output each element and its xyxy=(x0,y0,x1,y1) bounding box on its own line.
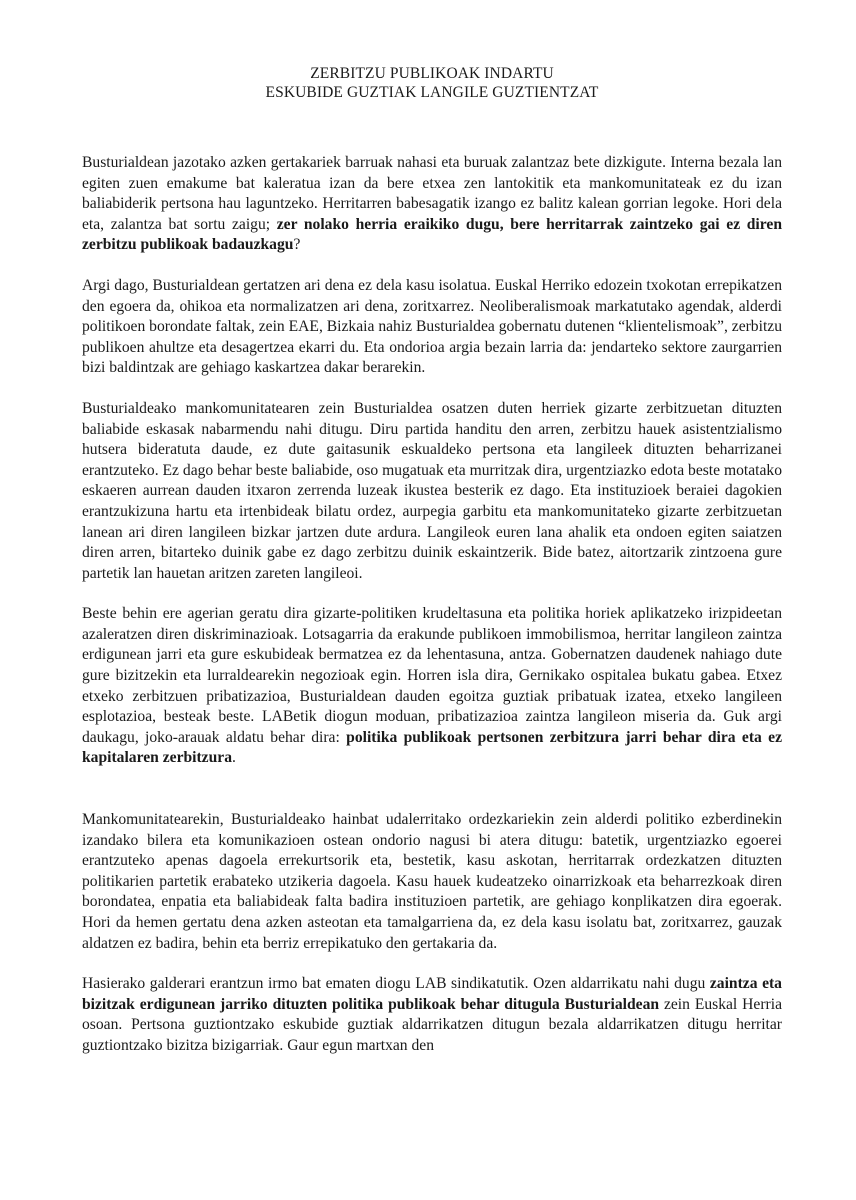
paragraph-3 xyxy=(82,399,782,584)
paragraph-3-text: Busturialdeako mankomunitatearen zein Busturialdea osatzen duten herriek gizarte zerbitzuetan dituzten baliabide eskasak nabarmendu nahi ditugu. Diru partida handitu den arren, zerbitzu hauek asistentzialismo hutsera bideratuta daude, ez dute gaitasunik eskualdeko pertsona eta langileek dituzten beharrizanei erantzuteko. Ez dago behar beste baliabide, oso mugatuak eta murritzak dira, urgentziazko edota beste motatako eskaeren aurrean dauden itxaron zerrenda luzeak ikustea besterik ez dago. Eta instituzioek beraiei dagokien erantzukizuna hartu eta irtenbideak bilatu ordez, aurpegia garbitu eta mankomunitateko gizarte zerbitzuetan lanean ari diren langileen bizkar jartzen dute ardura. Langileok euren lana ahalik eta ondoen egiten saiatzen diren arren, bitarteko duinik gabe ez dago zerbitzu duinik eskaintzerik. Bide batez, aitortzarik zintzoena gure partetik lan hauetan aritzen zareten langileoi. xyxy=(82,399,782,582)
paragraph-2 xyxy=(82,276,782,379)
paragraph-2-text: Argi dago, Busturialdean gertatzen ari dena ez dela kasu isolatua. Euskal Herriko edozein txokotan errepikatzen den egoera da, ohikoa eta normalizatzen ari dena, zoritxarrez. Neoliberalismoak markatutako agendak, alderdi politikoen borondate faltak, zein EAE, Bizkaia nahiz Busturialdea gobernatu dutenen “klientelismoak”, zerbitzu publikoen ahultze eta desagertzea ekarri du. Eta ondorioa argia bezain larria da: jendarteko sektore zaurgarrien bizi baldintzak are gehiago kaskartzea dakar berarekin. xyxy=(82,276,782,377)
paragraph-6-bold: zaintza eta bizitzak erdigunean jarriko dituzten politika publikoak behar ditugula Busturialdean xyxy=(82,975,782,1013)
paragraph-1-text: Busturialdean jazotako azken gertakariek barruak nahasi eta buruak zalantzaz bete dizkigute. Interna bezala lan egiten zuen emakume bat kaleratua izan da bere etxea zen lantokitik eta mankomunitateak ez du izan baliabiderik pertsona hau laguntzeko. Herritarren babesagatik izango ez balitz kalean gorrian legoke. Hori dela eta, zalantza bat sortu zaigu; xyxy=(82,154,782,233)
paragraph-6 xyxy=(82,974,782,1056)
paragraph-5 xyxy=(82,810,782,954)
paragraph-4-bold: politika publikoak pertsonen zerbitzura jarri behar dira eta ez kapitalaren zerbitzura xyxy=(82,728,782,767)
paragraph-4-end: . xyxy=(232,749,236,767)
document-title xyxy=(82,64,782,102)
paragraph-1 xyxy=(82,153,782,256)
title-line-2: ESKUBIDE GUZTIAK LANGILE GUZTIENTZAT xyxy=(265,84,599,101)
title-line-1: ZERBITZU PUBLIKOAK INDARTU xyxy=(310,65,554,82)
paragraph-6-end: zein Euskal Herria osoan. Pertsona guztiontzako eskubide guztiak aldarrikatzen ditugun bezala aldarrikatzen ditugu herritar guztiontzako bizitza bizigarriak. Gaur egun martxan den xyxy=(82,995,782,1054)
paragraph-1-end: ? xyxy=(293,236,301,254)
paragraph-4-text: Beste behin ere agerian geratu dira gizarte-politiken krudeltasuna eta politika horiek aplikatzeko irizpideetan azaleratzen diren diskriminazioak. Lotsagarria da erakunde publikoen immobilismoa, herritar langileon zaintza erdigunean jarri eta gure eskubideak bermatzea ez da lehentasuna, antza. Gobernatzen daudenek nahiago dute gure bizitzekin eta lurraldearekin negozioak egin. Horren isla dira, Gernikako ospitalea bukatu gabea. Etxez etxeko zerbitzuen pribatizazioa, Busturialdean dauden egoitza guztiak pribatuak izatea, etxeko langileen esplotazioa, besteak beste. LABetik diogun moduan, pribatizazioa zaintza langileon miseria da. Guk argi daukagu, joko-arauak aldatu behar dira: xyxy=(82,605,782,746)
paragraph-4 xyxy=(82,604,782,769)
paragraph-1-bold: zer nolako herria eraikiko dugu, bere herritarrak zaintzeko gai ez diren zerbitzu publikoak badauzkagu xyxy=(82,215,782,254)
paragraph-5-text: Mankomunitatearekin, Busturialdeako hainbat udalerritako ordezkariekin zein alderdi politiko ezberdinekin izandako bilera eta komunikazioen ostean ondorio nagusi bi atera ditugu: batetik, urgentziazko egoerei erantzuteko apenas dagoela errekurtsorik eta, bestetik, kasu askotan, herritarrak ordezkatzen dituzten politikarien partetik erabateko utzikeria dagoela. Kasu hauek kudeatzeko oinarrizkoak eta beharrezkoak diren borondatea, enpatia eta baliabideak falta badira instituzioen partetik, are gehiago konplikatzen dira egoerak. Hori da hemen gertatu dena azken asteotan eta tamalgarriena da, ez dela kasu isolatu bat, zoritxarrez, gauzak aldatzen ez badira, behin eta berriz errepikatuko den gertakaria da. xyxy=(82,811,782,952)
paragraph-6-text: Hasierako galderari erantzun irmo bat ematen diogu LAB sindikatutik. Ozen aldarrikatu nahi dugu xyxy=(82,975,710,993)
